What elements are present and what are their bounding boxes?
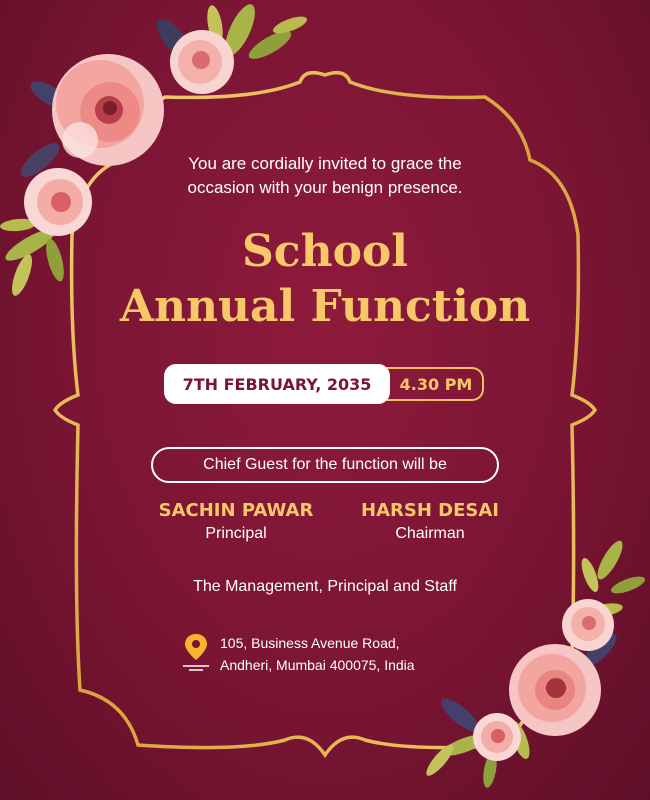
address-line-2: Andheri, Mumbai 400075, India [220, 657, 415, 673]
guest-role-2: Chairman [395, 525, 465, 542]
guest-role-1: Principal [205, 525, 267, 542]
rose-small-right [562, 599, 614, 651]
event-time: 4.30 PM [380, 367, 484, 401]
intro-line-1: You are cordially invited to grace the [188, 154, 462, 173]
title-line-1: School [242, 226, 408, 277]
address-line-1: 105, Business Avenue Road, [220, 635, 400, 651]
event-date: 7TH FEBRUARY, 2035 [164, 364, 390, 404]
title-line-2: Annual Function [119, 281, 531, 332]
venue-address [220, 632, 520, 676]
invitation-intro [0, 152, 650, 200]
guest-name-2: HARSH DESAI [361, 500, 499, 521]
rose-small-bottom [473, 713, 521, 761]
hosts-line: The Management, Principal and Staff [193, 578, 457, 595]
intro-line-2: occasion with your benign presence. [187, 178, 463, 197]
chief-guest-label: Chief Guest for the function will be [151, 447, 499, 483]
guest-name-1: SACHIN PAWAR [158, 500, 314, 521]
location-pin-icon [181, 632, 211, 674]
rose-large-bottom [509, 644, 601, 736]
